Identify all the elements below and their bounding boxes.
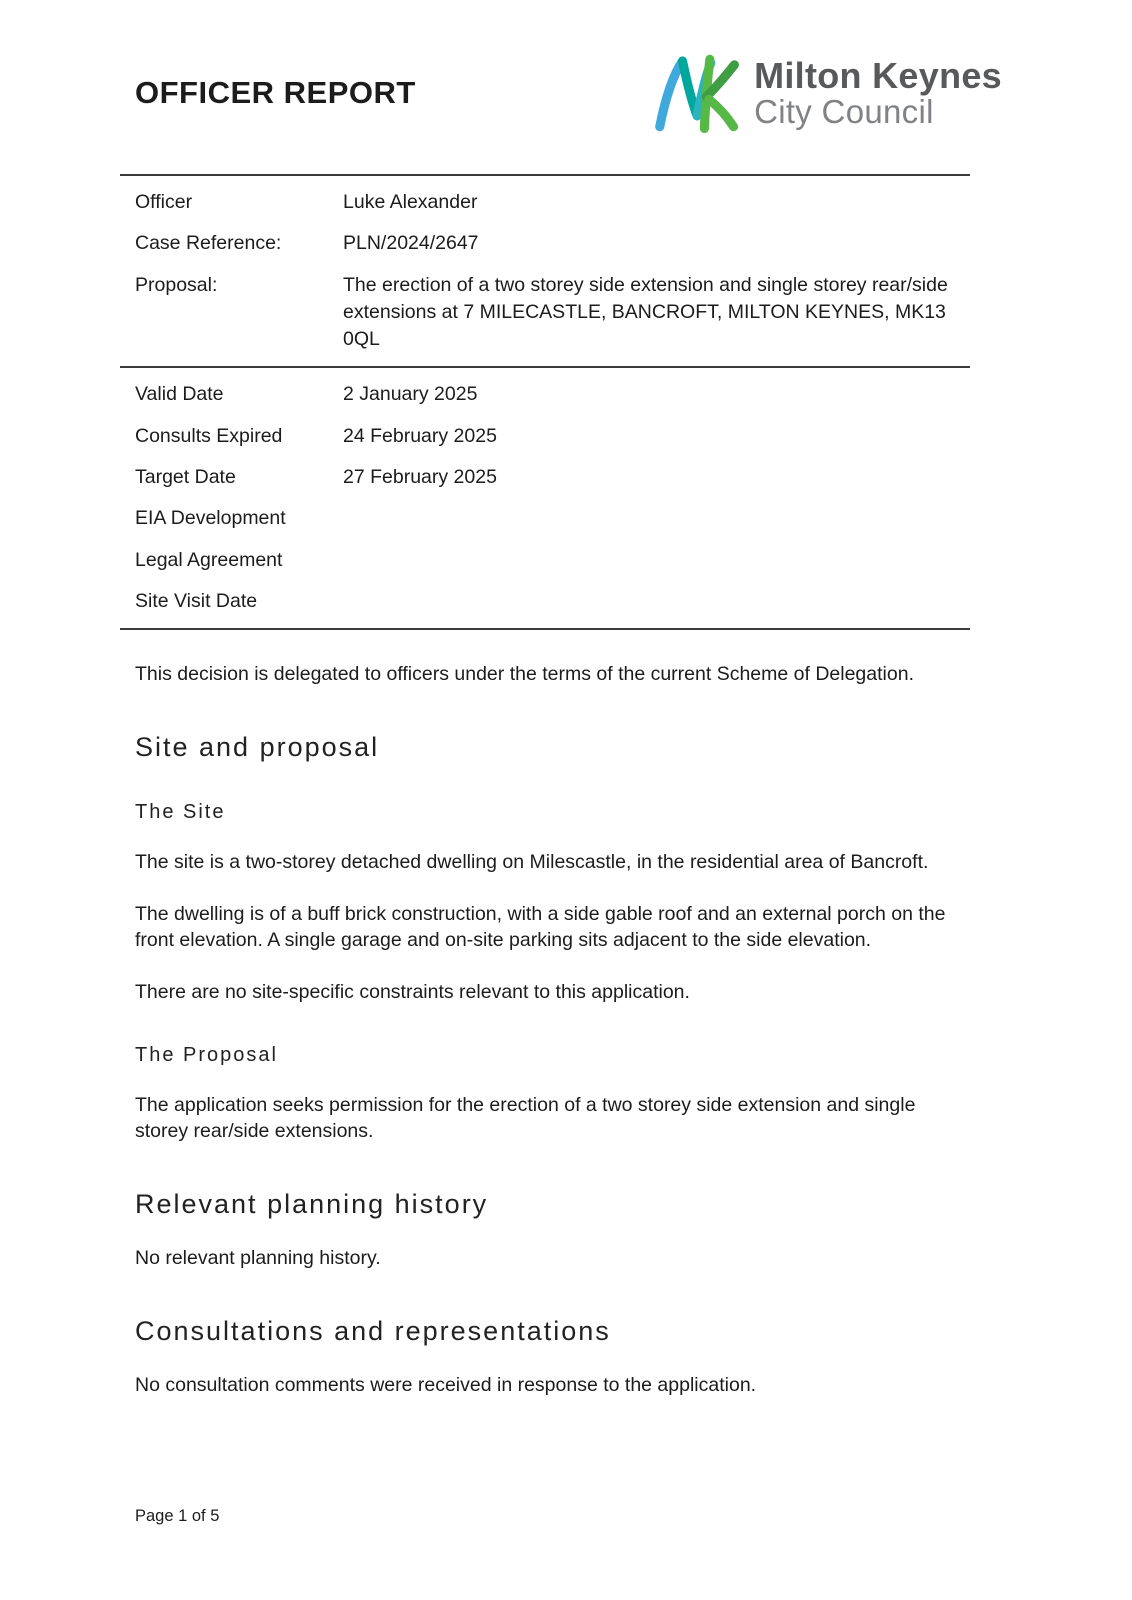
table-row xyxy=(120,581,970,622)
council-subname: City Council xyxy=(754,92,934,130)
field-value-officer: Luke Alexander xyxy=(343,191,478,213)
page-title: OFFICER REPORT xyxy=(135,75,416,110)
field-value-target-date: 27 February 2025 xyxy=(343,466,497,489)
table-row xyxy=(120,374,970,415)
table-rule-bottom xyxy=(120,628,970,630)
field-label-consults-expired: Consults Expired xyxy=(135,424,283,447)
field-value-consults-expired: 24 February 2025 xyxy=(343,424,497,447)
table-row xyxy=(120,416,970,457)
table-row xyxy=(120,498,970,539)
council-name: Milton Keynes xyxy=(754,54,1002,96)
field-value-legal-agreement xyxy=(343,547,970,574)
field-label-valid-date: Valid Date xyxy=(135,383,224,406)
site-paragraph-3: There are no site-specific constraints relevant to this application. xyxy=(135,980,690,1003)
sub-heading-the-site: The Site xyxy=(135,801,226,824)
field-label-legal-agreement: Legal Agreement xyxy=(135,548,283,571)
table-row xyxy=(120,223,970,264)
section-heading-consultations: Consultations and representations xyxy=(135,1315,611,1346)
report-body xyxy=(135,662,967,1398)
section-heading-site-and-proposal: Site and proposal xyxy=(135,732,380,763)
delegation-paragraph: This decision is delegated to officers under the terms of the current Scheme of Delegation. xyxy=(135,663,914,686)
page-header xyxy=(0,0,1132,134)
sub-heading-the-proposal: The Proposal xyxy=(135,1043,278,1066)
field-value-proposal: The erection of a two storey side extension and single storey rear/side extensions at 7 MILECASTLE, BANCROFT, MILTON KEYNES, MK13 0QL xyxy=(343,273,948,351)
consultations-paragraph-1: No consultation comments were received in response to the application. xyxy=(135,1373,757,1396)
table-row xyxy=(120,540,970,581)
history-paragraph-1: No relevant planning history. xyxy=(135,1246,381,1269)
table-row xyxy=(120,182,970,223)
field-label-officer: Officer xyxy=(135,191,193,213)
mk-logo-icon xyxy=(652,52,744,134)
field-label-site-visit-date: Site Visit Date xyxy=(135,589,258,612)
field-value-valid-date: 2 January 2025 xyxy=(343,383,478,406)
table-row xyxy=(120,457,970,498)
page-number: Page 1 of 5 xyxy=(135,1507,220,1525)
field-label-proposal: Proposal: xyxy=(135,273,218,296)
section-heading-planning-history: Relevant planning history xyxy=(135,1188,489,1219)
field-value-site-visit-date xyxy=(343,588,970,615)
case-details-table xyxy=(120,174,970,630)
field-value-eia-development xyxy=(343,505,970,532)
field-value-case-reference: PLN/2024/2647 xyxy=(343,232,479,255)
field-label-eia-development: EIA Development xyxy=(135,507,286,530)
proposal-paragraph-1: The application seeks permission for the erection of a two storey side extension and single storey rear/side extensions. xyxy=(135,1093,916,1142)
field-label-case-reference: Case Reference: xyxy=(135,232,282,255)
table-row xyxy=(120,265,970,361)
field-label-target-date: Target Date xyxy=(135,466,236,489)
site-paragraph-2: The dwelling is of a buff brick construction, with a side gable roof and an external porch on the front elevation. A single garage and on-site parking sits adjacent to the side elevation. xyxy=(135,903,946,952)
council-logo-text xyxy=(754,54,1002,130)
site-paragraph-1: The site is a two-storey detached dwelling on Milescastle, in the residential area of Bancroft. xyxy=(135,851,929,874)
council-logo xyxy=(652,52,1002,134)
